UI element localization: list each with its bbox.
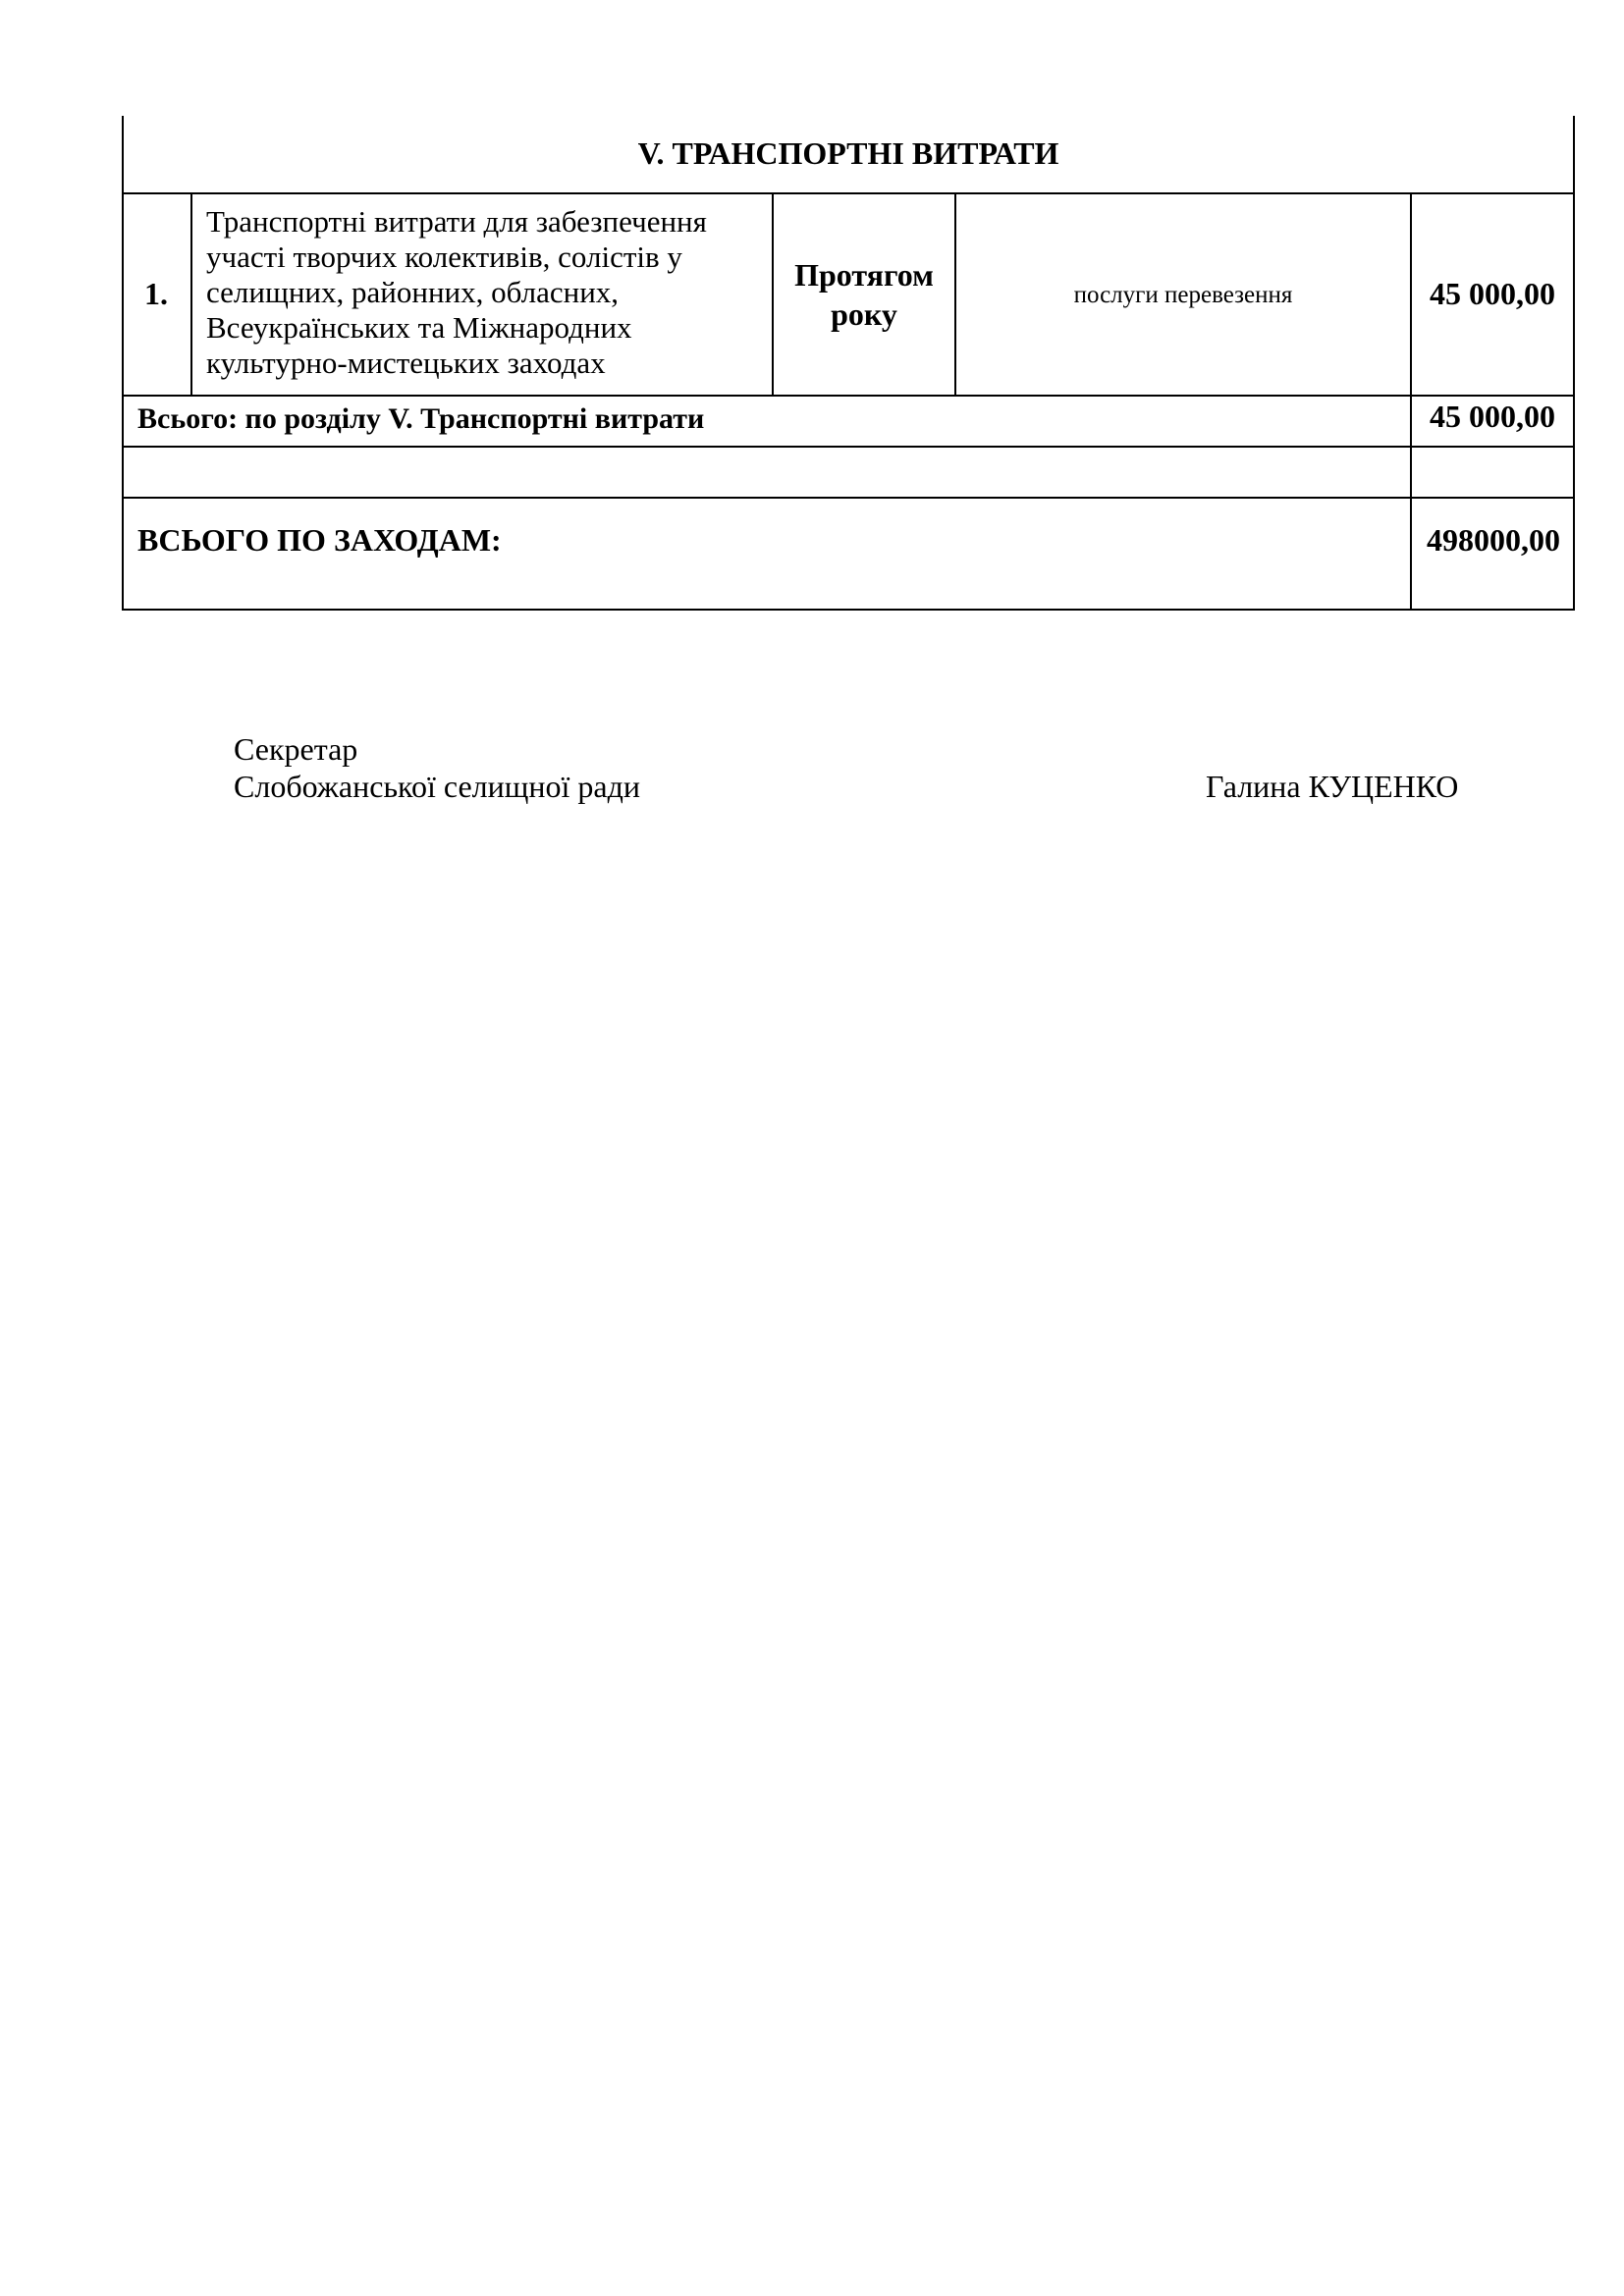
rule-under-empty-row <box>122 497 1575 499</box>
grand-total-label: ВСЬОГО ПО ЗАХОДАМ: <box>137 522 502 559</box>
row-description-line: участі творчих колективів, солістів у <box>206 240 682 274</box>
row-note: послуги перевезення <box>1073 281 1293 308</box>
row-amount: 45 000,00 <box>1430 276 1555 312</box>
row-term-line: року <box>831 296 897 332</box>
row-term-line: Протягом <box>794 257 934 293</box>
section-title: V. ТРАНСПОРТНІ ВИТРАТИ <box>637 135 1059 172</box>
row-description-line: Транспортні витрати для забезпечення <box>206 204 707 239</box>
rule-under-row1 <box>122 395 1575 397</box>
table-border-bottom <box>122 609 1575 611</box>
signatory-organization: Слобожанської селищної ради <box>234 769 640 804</box>
row-number: 1. <box>144 276 168 312</box>
expense-table <box>122 116 1575 611</box>
row-description <box>206 204 776 381</box>
divider-after-number <box>190 192 192 397</box>
row-description-line: селищних, районних, обласних, <box>206 275 620 309</box>
signatory-name: Галина КУЦЕНКО <box>1206 769 1459 804</box>
subtotal-label: Всього: по розділу V. Транспортні витрати <box>137 402 705 435</box>
row-description-line: Всеукраїнських та Міжнародних <box>206 310 632 345</box>
row-description-line: культурно-мистецьких заходах <box>206 346 606 380</box>
subtotal-amount: 45 000,00 <box>1430 399 1555 434</box>
signatory-position: Секретар <box>234 731 358 767</box>
rule-under-subtotal <box>122 446 1575 448</box>
row-term <box>774 194 954 395</box>
grand-total-amount: 498000,00 <box>1427 522 1560 559</box>
